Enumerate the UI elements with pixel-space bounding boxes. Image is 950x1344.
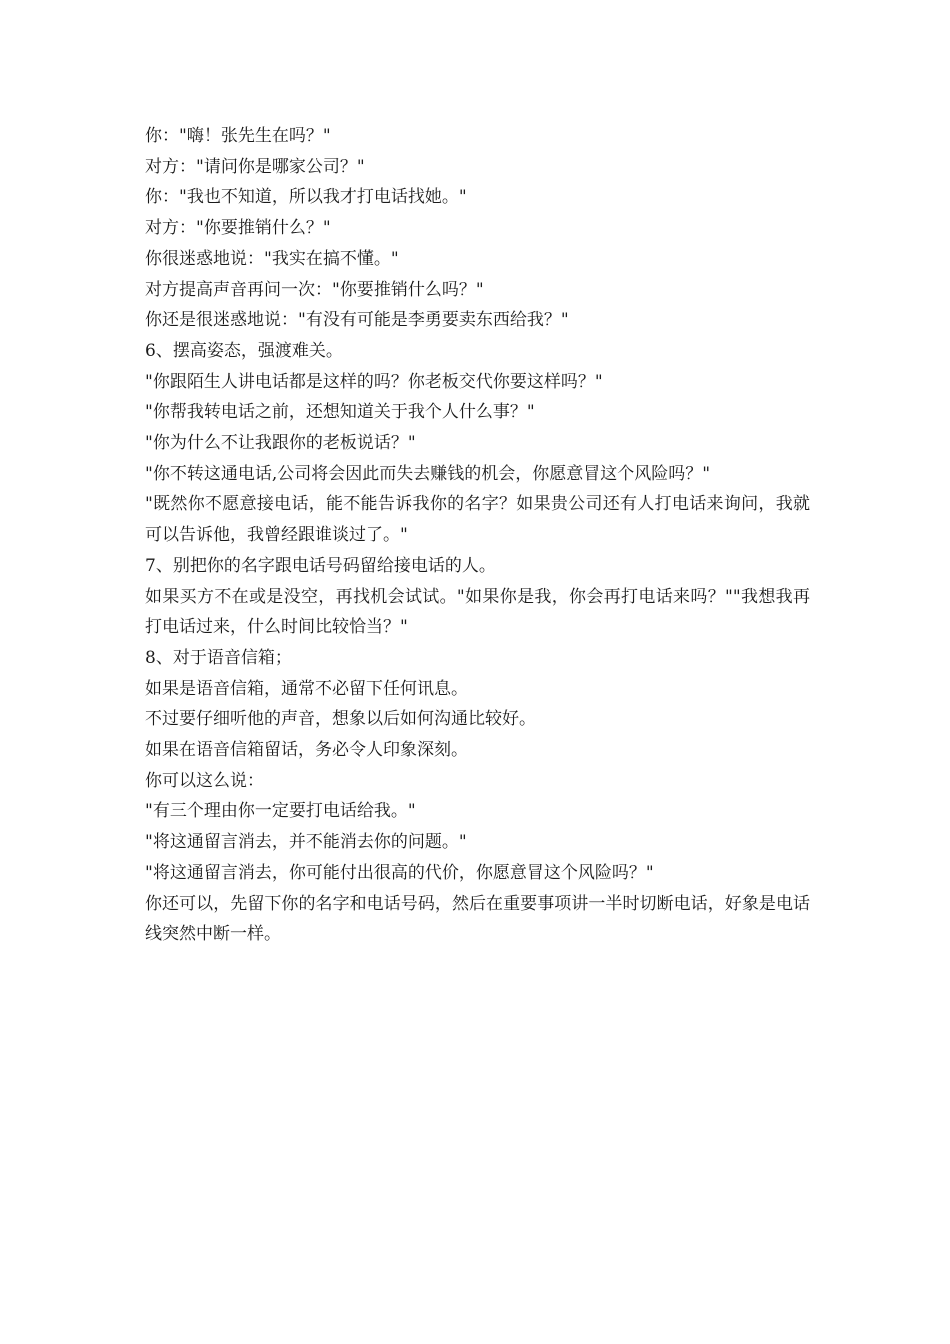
document-body: [145, 121, 810, 950]
section-heading: 7、别把你的名字跟电话号码留给接电话的人。: [145, 555, 496, 576]
body-paragraph: 你可以这么说：: [145, 770, 264, 791]
quote-paragraph: "既然你不愿意接电话，能不能告诉我你的名字？如果贵公司还有人打电话来询问，我就可以告诉他，我曾经跟谁谈过了。": [145, 494, 810, 546]
body-paragraph: 不过要仔细听他的声音，想象以后如何沟通比较好。: [145, 709, 536, 730]
dialogue-line: 你："嗨！张先生在吗？": [145, 126, 331, 146]
section-heading: 8、对于语音信箱；: [145, 647, 292, 668]
quote-line: "你帮我转电话之前，还想知道关于我个人什么事？": [145, 402, 535, 423]
quote-line: "你跟陌生人讲电话都是这样的吗？你老板交代你要这样吗？": [145, 371, 603, 392]
quote-line: "将这通留言消去，你可能付出很高的代价，你愿意冒这个风险吗？": [145, 862, 654, 883]
dialogue-line: 对方提高声音再问一次："你要推销什么吗？": [145, 279, 484, 300]
quote-line: "有三个理由你一定要打电话给我。": [145, 801, 416, 822]
quote-line: "你为什么不让我跟你的老板说话？": [145, 433, 416, 454]
dialogue-line: 你还是很迷惑地说："有没有可能是李勇要卖东西给我？": [145, 310, 569, 331]
dialogue-line: 对方："你要推销什么？": [145, 218, 331, 239]
quote-line: "将这通留言消去，并不能消去你的问题。": [145, 832, 467, 853]
quote-line: "你不转这通电话,公司将会因此而失去赚钱的机会，你愿意冒这个风险吗？": [145, 463, 711, 484]
dialogue-line: 你："我也不知道，所以我才打电话找她。": [145, 187, 467, 208]
body-paragraph: 如果是语音信箱，通常不必留下任何讯息。: [145, 678, 468, 699]
section-heading: 6、摆高姿态，强渡难关。: [145, 340, 343, 361]
dialogue-line: 你很迷惑地说："我实在搞不懂。": [145, 248, 399, 269]
dialogue-line: 对方："请问你是哪家公司？": [145, 156, 365, 177]
body-paragraph: 如果在语音信箱留话，务必令人印象深刻。: [145, 740, 468, 761]
body-paragraph: 如果买方不在或是没空，再找机会试试。"如果你是我，你会再打电话来吗？""我想我再打电话过来，什么时间比较恰当？": [145, 586, 810, 638]
body-paragraph: 你还可以，先留下你的名字和电话号码，然后在重要事项讲一半时切断电话，好象是电话线突然中断一样。: [145, 893, 810, 945]
